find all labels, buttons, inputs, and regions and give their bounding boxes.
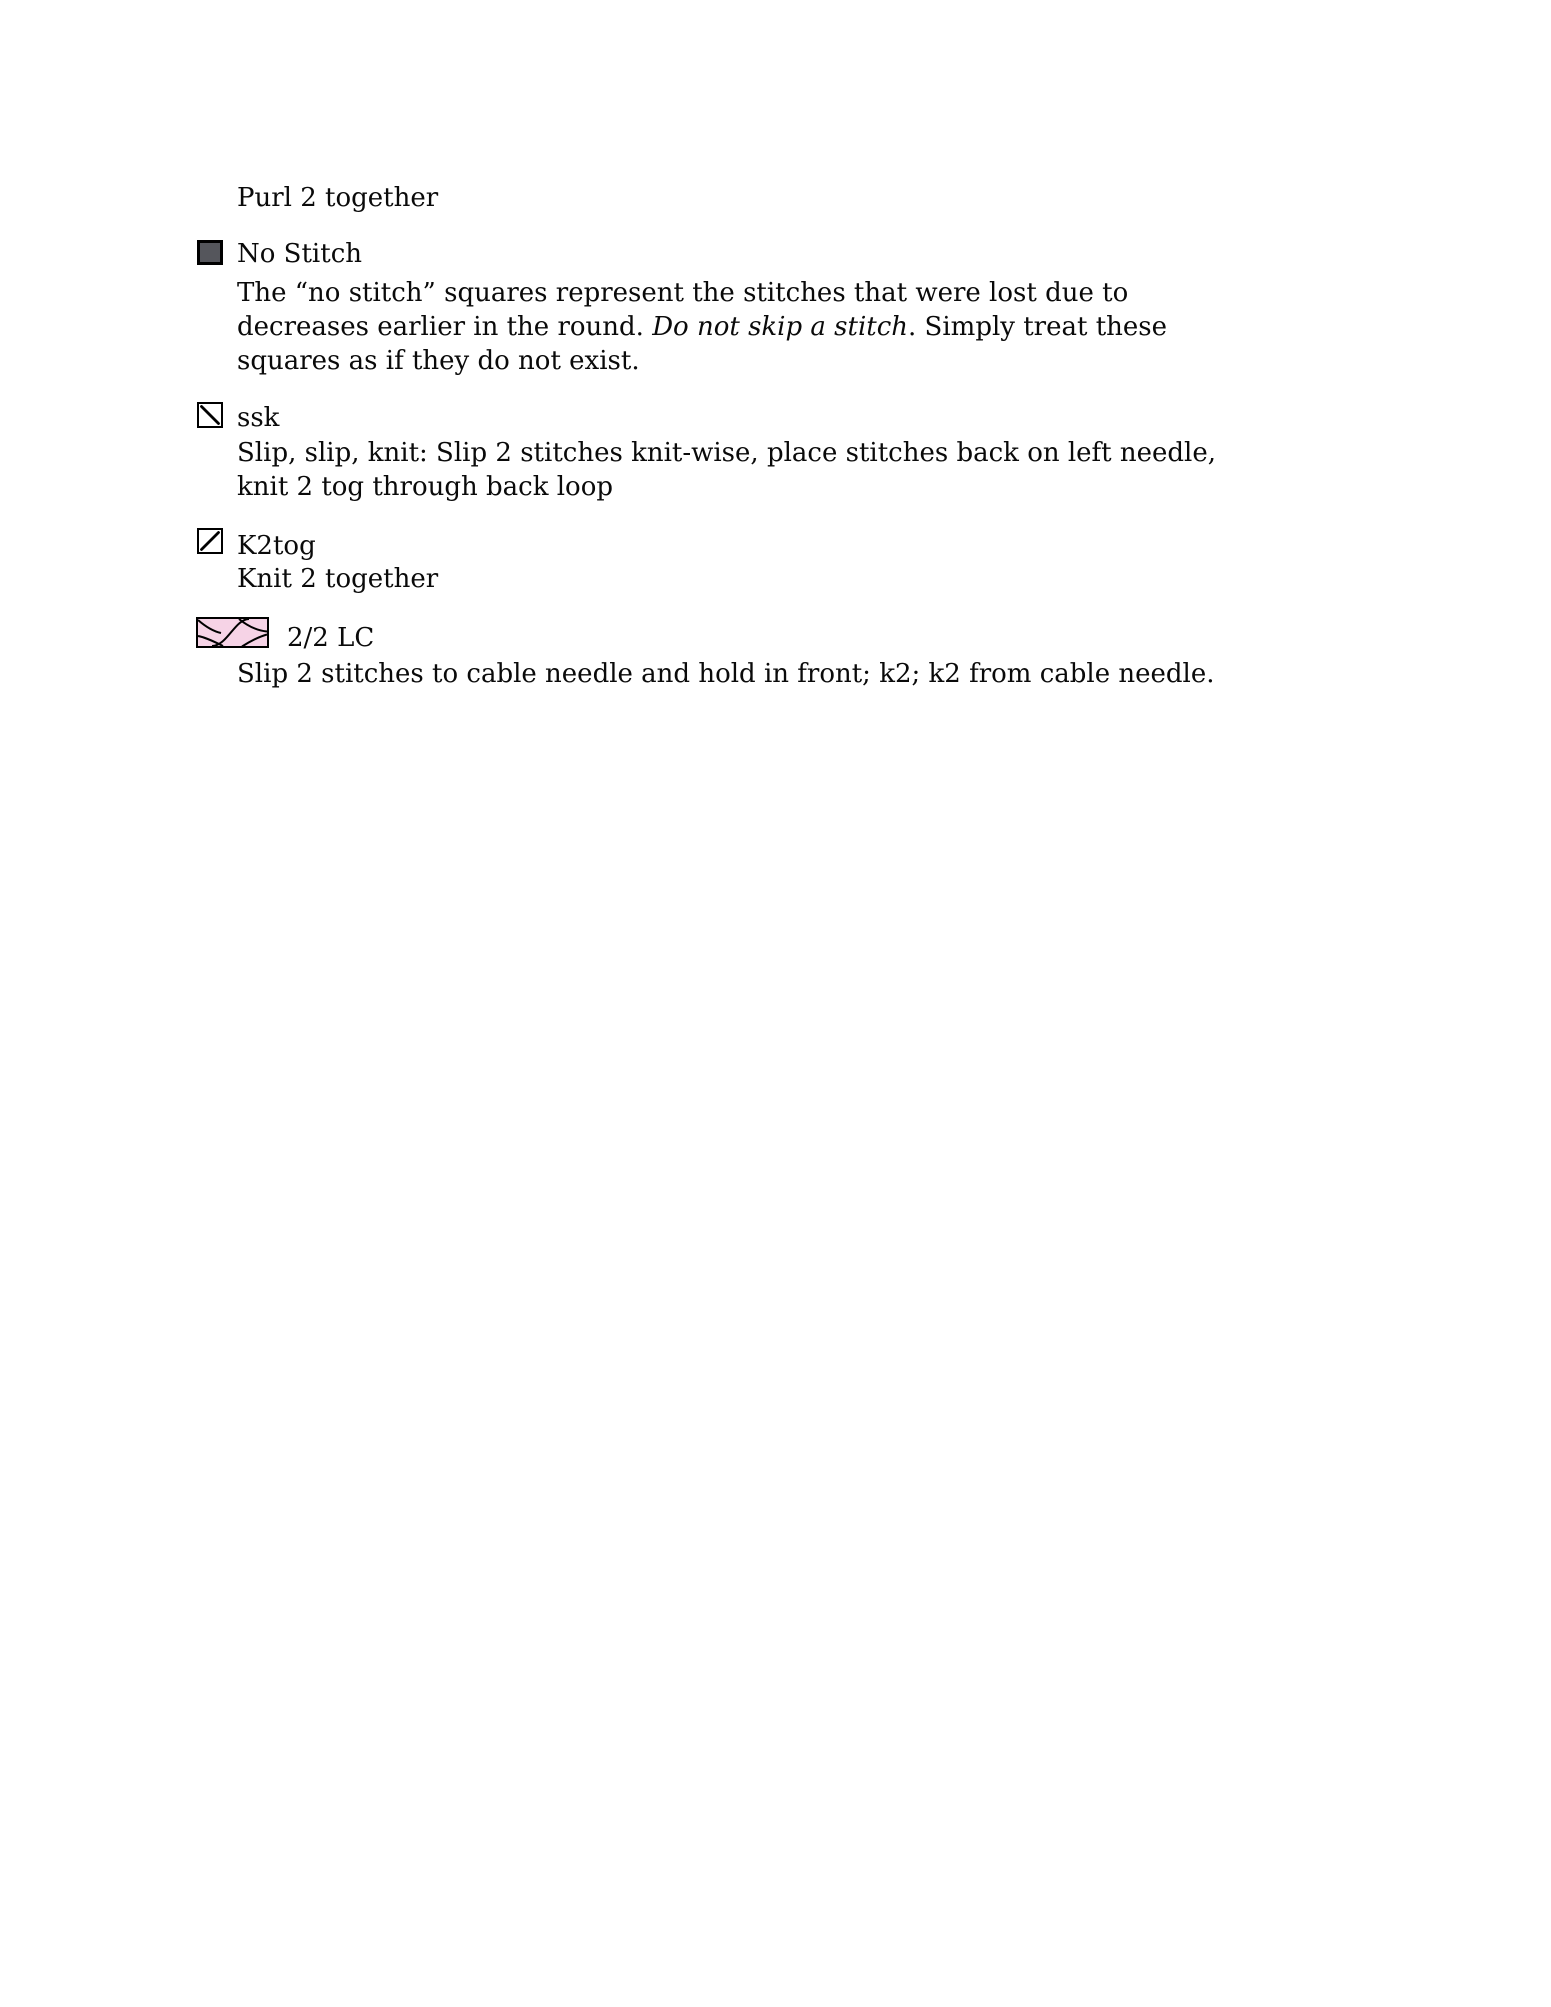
cable-2-2-lc-symbol-icon [196, 617, 269, 648]
no-stitch-description-line1: The “no stitch” squares represent the stitches that were lost due to [237, 278, 1129, 308]
ssk-description-line1: Slip, slip, knit: Slip 2 stitches knit-wise, place stitches back on left needle, [237, 438, 1217, 468]
no-stitch-description-line3: squares as if they do not exist. [237, 346, 640, 376]
cable-2-2-lc-label: 2/2 LC [287, 623, 375, 653]
no-stitch-description-line2 [237, 310, 1167, 344]
no-stitch-symbol-icon [197, 240, 223, 265]
ssk-symbol-icon [197, 402, 223, 428]
no-stitch-label: No Stitch [237, 239, 362, 269]
k2tog-description: Knit 2 together [237, 564, 439, 594]
no-stitch-description-line2-post: . Simply treat these [908, 312, 1168, 342]
ssk-description [237, 436, 1216, 504]
cable-2-2-lc-description: Slip 2 stitches to cable needle and hold in front; k2; k2 from cable needle. [237, 659, 1215, 689]
ssk-description-line2: knit 2 tog through back loop [237, 472, 614, 502]
no-stitch-description-line2-italic: Do not skip a stitch [652, 312, 909, 342]
k2tog-label: K2tog [237, 531, 316, 561]
no-stitch-description-line2-pre: decreases earlier in the round. [237, 312, 653, 342]
no-stitch-description [237, 276, 1167, 378]
k2tog-symbol-icon [197, 528, 223, 554]
ssk-label: ssk [237, 403, 280, 433]
p2tog-description: Purl 2 together [237, 183, 439, 213]
